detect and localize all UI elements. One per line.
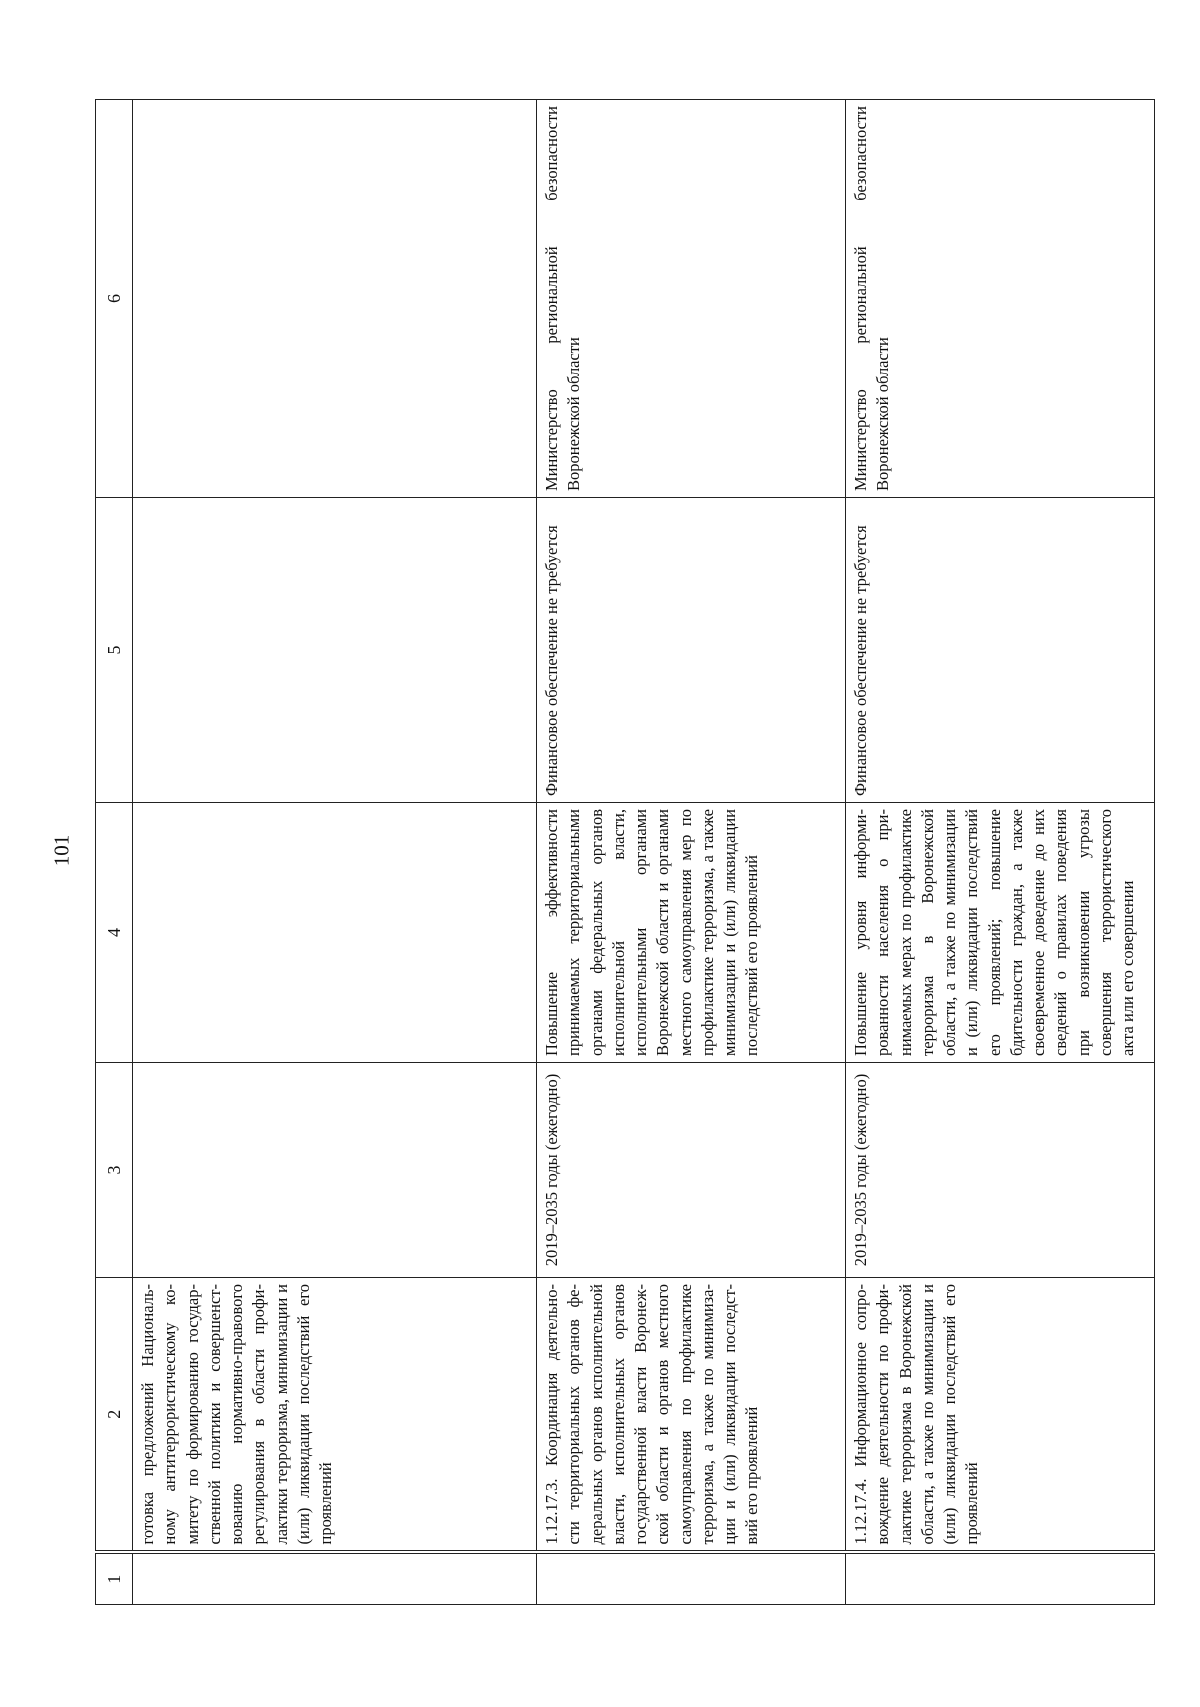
table-row — [537, 100, 846, 1605]
page-number: 101 — [49, 834, 74, 867]
cell-executor: Министерство региональной безопасности Воронежской области — [537, 100, 846, 498]
table-row — [133, 100, 537, 1605]
cell-result: Повышение уровня информированности населения о принимаемых мерах по профилактике терроризма в Воронежской области, а также по минимизации и (или) ликвидации последствий его проявлений; повышение бдительности граждан, а также своевременное доведение до них сведений о правилах поведения при возникновении угрозы совершения террористического акта или его совершении — [846, 803, 1155, 1063]
cell-period — [133, 1063, 537, 1278]
cell-period: 2019–2035 годы (ежегодно) — [846, 1063, 1155, 1278]
cell-funding: Финансовое обеспечение не требуется — [537, 498, 846, 803]
header-row — [96, 100, 133, 1605]
cell-executor — [133, 100, 537, 498]
cell-executor: Министерство региональной безопасности Воронежской области — [846, 100, 1155, 498]
header-col-4: 4 — [96, 803, 133, 1063]
header-col-6: 6 — [96, 100, 133, 498]
rotated-page — [95, 100, 1155, 1605]
cell-number — [133, 1553, 537, 1605]
cell-result: Повышение эффективности принимаемых территориальными органами федеральных органов исполнительной власти, исполнительными органами Воронежской области и органами местного самоуправления мер по профилактике терроризма, а также минимизации и (или) ликвидации последствий его проявлений — [537, 803, 846, 1063]
cell-funding: Финансовое обеспечение не требуется — [846, 498, 1155, 803]
header-col-1: 1 — [96, 1553, 133, 1605]
cell-result — [133, 803, 537, 1063]
cell-measure: 1.12.17.4. Информационное сопровождение деятельности по профилактике терроризма в Воронежской области, а также по минимизации и (или) ликвидации последствий его проявлений — [846, 1278, 1155, 1553]
cell-measure: 1.12.17.3. Координация деятельности территориальных органов федеральных органов исполнительной власти, исполнительных органов государственной власти Воронежской области и органов местного самоуправления по профилактике терроризма, а также по минимизации и (или) ликвидации последствий его проявлений — [537, 1278, 846, 1553]
header-col-2: 2 — [96, 1278, 133, 1553]
cell-funding — [133, 498, 537, 803]
cell-period: 2019–2035 годы (ежегодно) — [537, 1063, 846, 1278]
header-col-3: 3 — [96, 1063, 133, 1278]
cell-number — [846, 1553, 1155, 1605]
cell-number — [537, 1553, 846, 1605]
table-row — [846, 100, 1155, 1605]
measures-table — [95, 99, 1155, 1605]
header-col-5: 5 — [96, 498, 133, 803]
cell-measure: готовка предложений Национальному антитеррористическому комитету по формированию государственной политики и совершенствованию нормативно-правового регулирования в области профилактики терроризма, минимизации и (или) ликвидации последствий его проявлений — [133, 1278, 537, 1553]
